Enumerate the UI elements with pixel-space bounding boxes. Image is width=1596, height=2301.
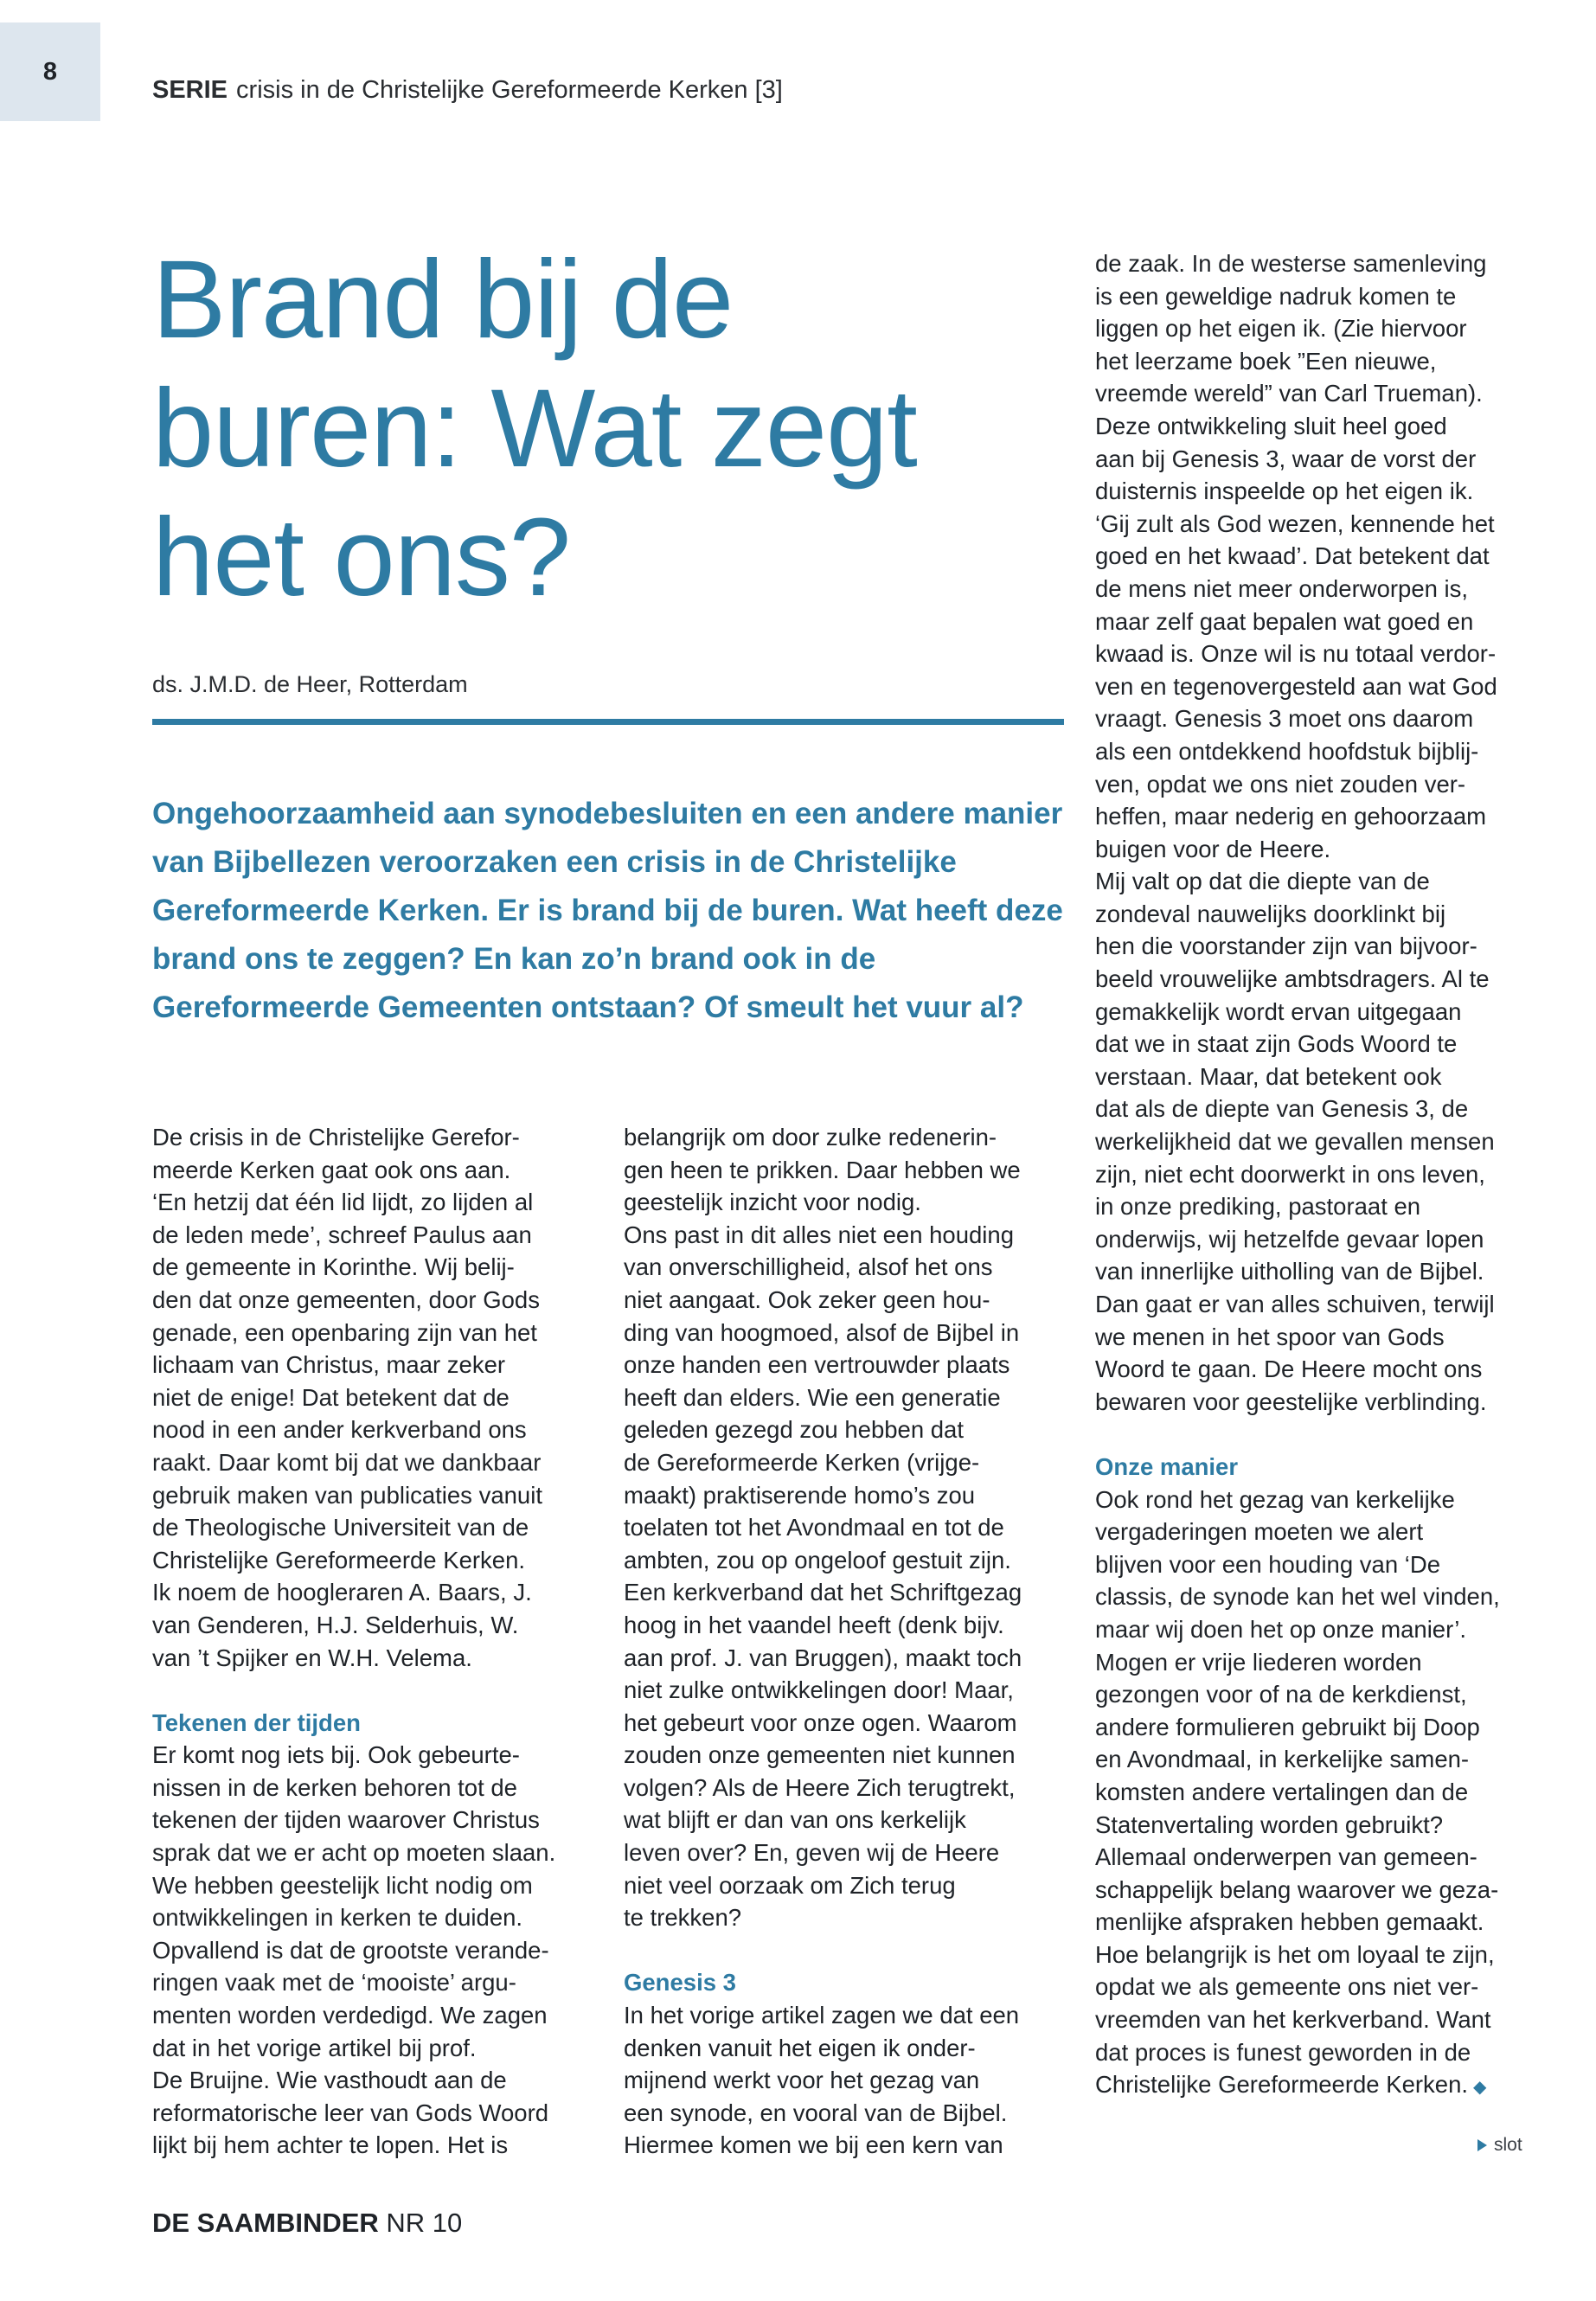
page-number: 8	[0, 22, 100, 121]
article-author: ds. J.M.D. de Heer, Rotterdam	[152, 671, 468, 697]
end-of-article-icon: ◆	[1473, 2078, 1487, 2098]
series-header	[152, 76, 783, 105]
continuation-note	[1477, 2135, 1522, 2156]
article-column-3	[1095, 247, 1545, 2105]
article-lead: Ongehoorzaamheid aan synodebesluiten en een andere manier van Bijbellezen veroorzaken een crisis in de Christelijke Gereformeerde Kerken. Er is brand bij de buren. Wat heeft deze brand ons te zeggen? En kan zo’n brand ook in de Gereformeerde Gemeenten ontstaan? Of smeult het vuur al?	[152, 797, 1063, 1024]
column-1-intro: De crisis in de Christelijke Gerefor- meerde Kerken gaat ook ons aan. ‘En hetzij dat één lid lijdt, zo lijden al de leden mede’, schreef Paulus aan de gemeente in Korinthe. Wij belij- den dat onze gemeenten, door Gods genade, een openbaring zijn van het lichaam van Christus, maar zeker niet de enige! Dat betekent dat de nood in een ander kerkverband ons raakt. Daar komt bij dat we dankbaar gebruik maken van publicaties vanuit de Theologische Universiteit van de Christelijke Gereformeerde Kerken. Ik noem de hoogleraren A. Baars, J. van Genderen, H.J. Selderhuis, W. van ’t Spijker en W.H. Velema.	[152, 1124, 542, 1671]
subheading-genesis-3: Genesis 3	[624, 1969, 736, 1997]
page-footer	[152, 2208, 462, 2239]
column-3-body: de zaak. In de westerse samenleving is een geweldige nadruk komen te liggen op het eigen ik. (Zie hiervoor het leerzame boek ”Een nieuwe, vreemde wereld” van Carl Trueman). Deze ontwikkeling sluit heel goed aan bij Genesis 3, waar de vorst der duisternis inspeelde op het eigen ik. ‘Gij zult als God wezen, kennende het goed en het kwaad’. Dat betekent dat de mens niet meer onderworpen is, maar zelf gaat bepalen wat goed en kwaad is. Onze wil is nu totaal verdor- ven en tegenovergesteld aan wat God vraagt. Genesis 3 moet ons daarom als een ontdekkend hoofdstuk bijblij- ven, opdat we ons niet zouden ver- heffen, maar nederig en gehoorzaam buigen voor de Heere. Mij valt op dat die diepte van de zondeval nauwelijks doorklinkt bij hen die voorstander zijn van bijvoor- beeld vrouwelijke ambtsdragers. Al te gemakkelijk wordt ervan uitgegaan dat we in staat zijn Gods Woord te verstaan. Maar, dat betekent ook dat als de diepte van Genesis 3, de werkelijkheid dat we gevallen mensen zijn, niet echt doorwerkt in ons leven, in onze prediking, pastoraat en onderwijs, wij hetzelfde gevaar lopen van innerlijke uitholling van de Bijbel. Dan gaat er van alles schuiven, terwijl we menen in het spoor van Gods Woord te gaan. De Heere mocht ons bewaren voor geestelijke verblinding.	[1095, 250, 1497, 1415]
article-column-2	[624, 1121, 1074, 2162]
subheading-tekenen-der-tijden: Tekenen der tijden	[152, 1708, 361, 1736]
column-3-body-2-text: Ook rond het gezag van kerkelijke vergaderingen moeten we alert blijven voor een houding van ‘De classis, de synode kan het wel vinden, maar wij doen het op onze manier’. Mogen er vrije liederen worden gezongen voor of na de kerkdienst, andere formulieren gebruikt bij Doop en Avondmaal, in kerkelijke samen- komsten andere vertalingen dan de Statenvertaling worden gebruikt? Allemaal onderwerpen van gemeen- schappelijk belang waarover we geza- menlijke afspraken hebben gemaakt. Hoe belangrijk is het om loyaal te zijn, opdat we als gemeente ons niet ver- vreemden van het kerkverband. Want dat proces is funest geworden in de Christelijke Gereformeerde Kerken.	[1095, 1485, 1500, 2099]
series-kicker: SERIE	[152, 76, 228, 104]
column-3-body-2	[1095, 1484, 1545, 2105]
column-1-body: Er komt nog iets bij. Ook gebeurte- nissen in de kerken behoren tot de tekenen der tijden waarover Christus sprak dat we er acht op moeten slaan. We hebben geestelijk licht nodig om ontwikkelingen in kerken te duiden. Opvallend is dat de grootste verande- ringen vaak met de ‘mooiste’ argu- menten worden verdedigd. We zagen dat in het vorige artikel bij prof. De Bruijne. Wie vasthoudt aan de reformatorische leer van Gods Woord lijkt bij hem achter te lopen. Het is	[152, 1741, 556, 2159]
triangle-right-icon	[1477, 2139, 1487, 2151]
column-2-body-2: In het vorige artikel zagen we dat een denken vanuit het eigen ik onder- mijnend werkt voor het gezag van een synode, en vooral van de Bijbel. Hiermee komen we bij een kern van	[624, 2002, 1020, 2159]
issue-number: NR 10	[386, 2208, 463, 2238]
article-headline: Brand bij de buren: Wat zegt het ons?	[152, 238, 917, 619]
magazine-name: DE SAAMBINDER	[152, 2208, 379, 2238]
continuation-label: slot	[1494, 2135, 1522, 2155]
article-column-1	[152, 1121, 602, 2162]
headline-divider	[152, 719, 1064, 725]
series-title: crisis in de Christelijke Gereformeerde Kerken [3]	[236, 76, 783, 104]
column-2-body: belangrijk om door zulke redenerin- gen heen te prikken. Daar hebben we geestelijk inzicht voor nodig. Ons past in dit alles niet een houding van onverschilligheid, alsof het ons niet aangaat. Ook zeker geen hou- ding van hoogmoed, alsof de Bijbel in onze handen een vertrouwder plaats heeft dan elders. Wie een generatie geleden gezegd zou hebben dat de Gereformeerde Kerken (vrijge- maakt) praktiserende homo’s zou toelaten tot het Avondmaal en tot de ambten, zou op ongeloof gestuit zijn. Een kerkverband dat het Schriftgezag hoog in het vaandel heeft (denk bijv. aan prof. J. van Bruggen), maakt toch niet zulke ontwikkelingen door! Maar, het gebeurt voor onze ogen. Waarom zouden onze gemeenten niet kunnen volgen? Als de Heere Zich terugtrekt, wat blijft er dan van ons kerkelijk leven over? En, geven wij de Heere niet veel oorzaak om Zich terug te trekken?	[624, 1124, 1022, 1932]
subheading-onze-manier: Onze manier	[1095, 1452, 1239, 1480]
